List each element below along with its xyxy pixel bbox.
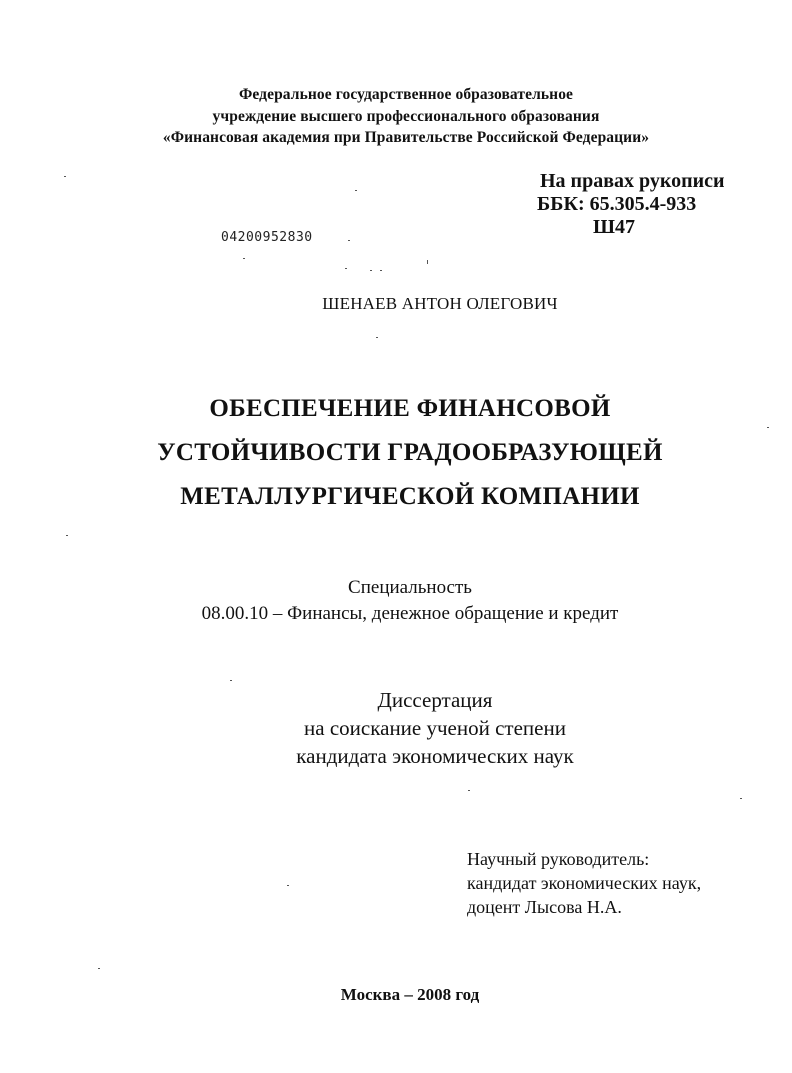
- scan-speck: [287, 885, 289, 886]
- dissertation-field-line: кандидата экономических наук: [296, 744, 574, 768]
- institution-line-2: учреждение высшего профессионального образования: [212, 108, 600, 125]
- dissertation-degree-line: на соискание ученой степени: [304, 716, 566, 740]
- library-code: Ш47: [593, 216, 635, 238]
- scan-speck: [740, 798, 742, 799]
- scan-speck: [243, 258, 245, 259]
- manuscript-rights: На правах рукописи: [540, 170, 725, 192]
- advisor-degree: кандидат экономических наук,: [467, 873, 702, 893]
- scan-speck: [348, 240, 350, 241]
- scan-speck: [427, 260, 428, 264]
- specialty-value: 08.00.10 – Финансы, денежное обращение и кредит: [201, 603, 619, 624]
- scan-speck: [345, 268, 347, 269]
- dissertation-label: Диссертация: [377, 688, 493, 712]
- title-line-3: МЕТАЛЛУРГИЧЕСКОЙ КОМПАНИИ: [180, 483, 640, 510]
- scan-speck: [376, 337, 378, 338]
- advisor-label: Научный руководитель:: [467, 849, 650, 869]
- author-name: ШЕНАЕВ АНТОН ОЛЕГОВИЧ: [322, 294, 558, 313]
- title-line-1: ОБЕСПЕЧЕНИЕ ФИНАНСОВОЙ: [209, 395, 611, 422]
- scan-speck: [468, 790, 470, 791]
- scan-speck: [66, 535, 68, 536]
- scan-speck: [767, 427, 769, 428]
- scan-speck: [355, 190, 357, 191]
- institution-line-3: «Финансовая академия при Правительстве Российской Федерации»: [162, 129, 650, 146]
- scan-speck: [370, 270, 372, 271]
- bbk-code: ББК: 65.305.4-933: [537, 193, 697, 215]
- title-line-2: УСТОЙЧИВОСТИ ГРАДООБРАЗУЮЩЕЙ: [157, 439, 663, 466]
- city-year: Москва – 2008 год: [340, 985, 480, 1004]
- scan-speck: [64, 176, 66, 177]
- advisor-name: доцент Лысова Н.А.: [467, 897, 622, 917]
- barcode-number: 04200952830: [221, 230, 313, 245]
- institution-line-1: Федеральное государственное образовательное: [238, 86, 574, 103]
- scan-speck: [380, 270, 382, 271]
- specialty-label: Специальность: [348, 577, 472, 598]
- scan-speck: [230, 680, 232, 681]
- scan-speck: [98, 968, 100, 969]
